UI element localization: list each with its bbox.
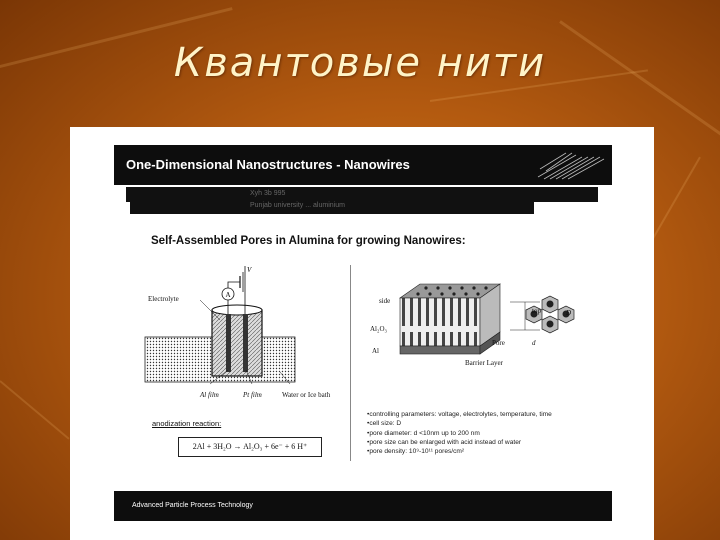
background-streak — [0, 380, 70, 439]
column-divider — [350, 265, 351, 461]
figure-footer-text: Advanced Particle Process Technology — [132, 502, 253, 509]
ammeter-label: A — [225, 291, 231, 299]
al-film-label: Al film — [200, 391, 219, 399]
pt-film-label: Pt film — [243, 391, 262, 399]
electrolyte-label: Electrolyte — [148, 295, 179, 303]
list-item: • cell size: D — [367, 419, 552, 428]
cell-size-label: D — [566, 309, 572, 317]
figure-subheader-bar — [126, 187, 598, 202]
side-label: side — [379, 297, 391, 305]
pore-label: Pore — [492, 339, 505, 347]
list-item: • pore density: 10⁹-10¹¹ pores/cm² — [367, 447, 552, 456]
subheader-line-1: Xyh 3b 995 — [250, 190, 286, 197]
water-bath-label: Water or Ice bath — [282, 391, 331, 399]
list-item: • pore diameter: d <10nm up to 200 nm — [367, 429, 552, 438]
pore-diameter-label: d — [532, 339, 536, 347]
section-heading: Self-Assembled Pores in Alumina for growing Nanowires: — [151, 235, 466, 247]
anodization-label: anodization reaction: — [152, 419, 222, 428]
al2o3-label: Al₂O₃ — [370, 325, 387, 333]
parameter-list — [367, 410, 552, 456]
al-label: Al — [372, 347, 379, 355]
figure-subheader-text — [250, 190, 345, 209]
figure-header-title: One-Dimensional Nanostructures - Nanowires — [126, 157, 410, 172]
slide-title: Квантовые нити — [173, 40, 547, 86]
subheader-line-2: Punjab university ... aluminium — [250, 202, 345, 209]
list-item: • controlling parameters: voltage, electrolytes, temperature, time — [367, 410, 552, 419]
electrolytic-cell-diagram — [140, 262, 350, 412]
top-label: top — [532, 307, 541, 315]
list-item: • pore size can be enlarged with acid instead of water — [367, 438, 552, 447]
barrier-layer-label: Barrier Layer — [465, 359, 503, 367]
figure-header-bar — [114, 145, 612, 185]
figure-footer-bar — [114, 491, 612, 521]
voltage-label: V — [247, 266, 252, 274]
embedded-figure — [70, 127, 654, 540]
nanowire-pattern-icon — [536, 149, 606, 181]
reaction-equation: 2Al + 3H₂O → Al₂O₃ + 6e⁻ + 6 H⁺ — [178, 437, 322, 457]
